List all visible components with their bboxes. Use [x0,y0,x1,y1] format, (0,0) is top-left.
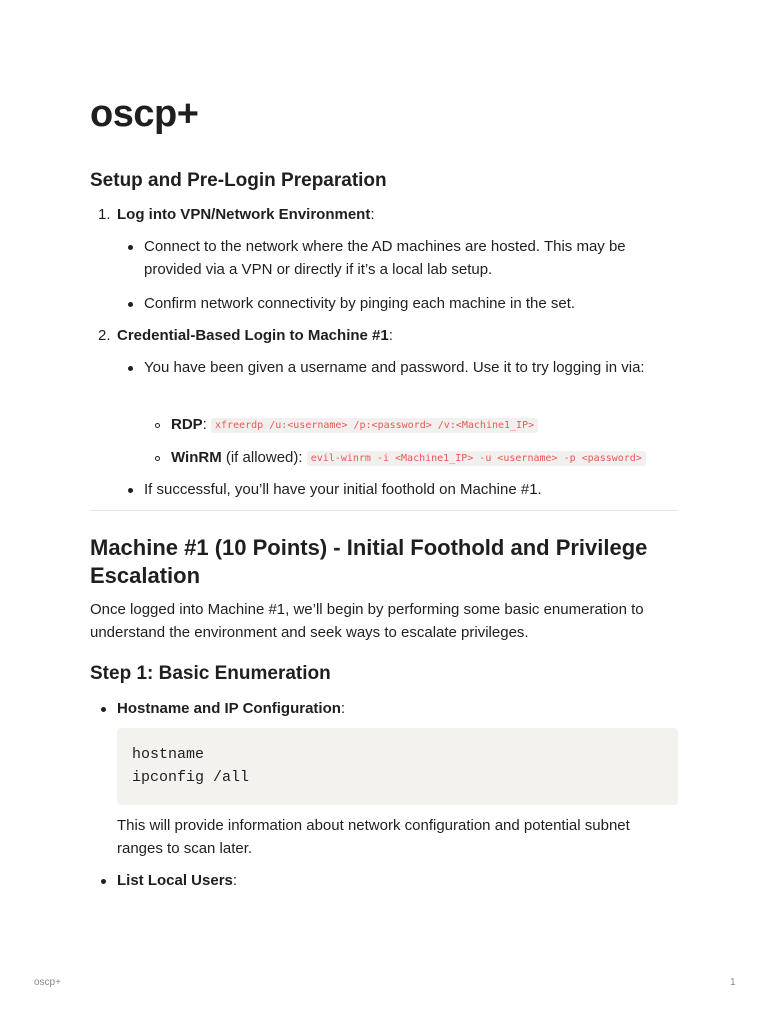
hostname-note: This will provide information about network configuration and potential subnet ranges to scan later. [117,817,630,857]
machine1-intro: Once logged into Machine #1, we’ll begin by performing some basic enumeration to understand the environment and seek ways to escalate privileges. [90,601,644,641]
list-number-2: 2. [98,327,111,344]
bullet [101,879,106,884]
list-number-1: 1. [98,206,111,223]
page-title: oscp+ [90,93,199,135]
list-item-rdp: RDP: xfreerdp /u:<username> /p:<password> /v:<Machine1_IP> [171,413,538,437]
list-item-hostname: Hostname and IP Configuration: [117,700,346,717]
list-item-credential-login: Credential-Based Login to Machine #1: [117,327,393,344]
list-item-ping: Confirm network connectivity by pinging each machine in the set. [144,295,576,312]
footer-page-number: 1 [730,977,736,988]
list-item-foothold: If successful, you’ll have your initial foothold on Machine #1. [144,481,542,498]
list-item-vpn: Log into VPN/Network Environment: [117,206,375,223]
sub-bullet [155,423,160,428]
list-item-connect: Connect to the network where the AD machines are hosted. This may be provided via a VPN or directly if it’s a local lab setup. [144,238,626,278]
bullet [128,366,133,371]
section-divider [90,510,678,511]
footer-doc-title: oscp+ [34,977,61,988]
local-users-label: List Local Users [117,872,233,889]
credential-login-label: Credential-Based Login to Machine #1 [117,327,389,344]
rdp-command: xfreerdp /u:<username> /p:<password> /v:<Machine1_IP> [211,418,538,433]
winrm-label: WinRM [171,449,222,466]
list-item-local-users: List Local Users: [117,872,238,889]
hostname-label: Hostname and IP Configuration [117,700,341,717]
rdp-label: RDP [171,416,203,433]
vpn-label: Log into VPN/Network Environment [117,206,371,223]
section-heading-setup: Setup and Pre-Login Preparation [90,170,387,191]
bullet [128,245,133,250]
list-item-credentials: You have been given a username and password. Use it to try logging in via: [144,359,645,376]
list-item-winrm: WinRM (if allowed): evil-winrm -i <Machine1_IP> -u <username> -p <password> [171,446,646,470]
sub-bullet [155,456,160,461]
step1-heading: Step 1: Basic Enumeration [90,663,331,684]
bullet [128,302,133,307]
bullet [128,488,133,493]
section-heading-machine1: Machine #1 (10 Points) - Initial Foothold and Privilege Escalation [90,535,648,588]
winrm-command: evil-winrm -i <Machine1_IP> -u <username> -p <password> [307,451,646,466]
code-block-hostname: hostname ipconfig /all [117,728,678,805]
bullet [101,707,106,712]
